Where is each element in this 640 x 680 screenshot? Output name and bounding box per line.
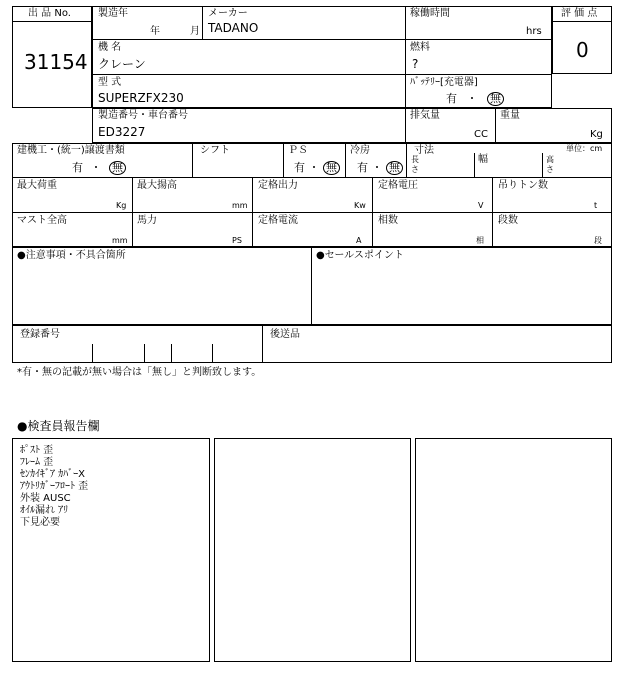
max-load-unit: Kg	[116, 201, 127, 210]
divider	[12, 212, 612, 213]
registration-box	[12, 325, 612, 363]
inspector-panel-2	[214, 438, 411, 662]
inspector-line: ｾﾝｶｲｷﾞｱ ｶﾊﾞｰX	[20, 469, 86, 480]
ps-no-circled: 無	[323, 161, 340, 175]
inspector-line: ﾎﾟｽﾄ 歪	[20, 445, 54, 456]
horsepower-unit: PS	[232, 236, 242, 245]
dimensions-label: 寸法	[414, 145, 434, 156]
divider	[283, 143, 284, 177]
divider	[132, 177, 133, 247]
horsepower-label: 馬力	[137, 215, 157, 226]
inspector-line: ｵｲﾙ漏れ ｱﾘ	[20, 505, 69, 516]
divider	[405, 108, 406, 143]
fuel-label: 燃料	[410, 42, 430, 53]
hoist-tonnage-unit: t	[594, 201, 598, 210]
phases-unit: 相	[476, 236, 484, 245]
month-unit: 月	[190, 26, 200, 37]
displacement-unit: CC	[474, 129, 488, 140]
divider	[212, 344, 213, 363]
divider	[12, 177, 612, 178]
model-name-label: 機 名	[98, 42, 122, 53]
inspector-panel-3	[415, 438, 612, 662]
operating-hours-label: 稼働時間	[410, 8, 450, 19]
maker-value: TADANO	[208, 21, 259, 35]
divider	[171, 344, 172, 363]
inspector-lines	[20, 445, 88, 529]
deferred-items-label: 後送品	[270, 329, 300, 340]
divider	[144, 344, 145, 363]
inspector-line: 外装 AUSC	[20, 493, 71, 504]
battery-label: ﾊﾞｯﾃﾘｰ[充電器]	[410, 77, 478, 88]
transfer-doc-options	[72, 161, 126, 175]
rated-current-unit: A	[356, 236, 362, 245]
battery-no-circled: 無	[487, 92, 504, 106]
serial-label: 製造番号・車台番号	[98, 110, 188, 121]
cooling-dot: ・	[371, 161, 383, 174]
displacement-label: 排気量	[410, 110, 440, 121]
weight-unit: Kg	[590, 129, 603, 140]
inspector-line: ｱｳﾄﾘｶﾞｰﾌﾛｰﾄ 歪	[20, 481, 89, 492]
transfer-doc-no-circled: 無	[109, 161, 126, 175]
divider	[474, 153, 475, 177]
divider	[345, 143, 346, 177]
operating-hours-unit: hrs	[526, 26, 542, 37]
battery-yes: 有	[446, 92, 457, 105]
divider	[92, 39, 552, 40]
max-lift-unit: mm	[232, 201, 248, 210]
serial-value: ED3227	[98, 125, 146, 139]
divider	[92, 74, 552, 75]
year-unit: 年	[150, 26, 160, 37]
dimensions-length: 長さ	[411, 155, 419, 174]
divider	[372, 177, 373, 247]
model-type-label: 型 式	[98, 77, 122, 88]
registration-label: 登録番号	[20, 329, 60, 340]
caution-label: ●注意事項・不具合箇所	[17, 250, 126, 261]
model-type-value: SUPERZFX230	[98, 91, 184, 105]
divider	[202, 6, 203, 39]
sales-point-label: ●セールスポイント	[316, 250, 404, 261]
phases-label: 相数	[378, 215, 398, 226]
model-name-value: クレーン	[98, 57, 146, 71]
rating-label: 評 価 点	[561, 8, 598, 19]
battery-options	[446, 92, 504, 106]
divider	[252, 177, 253, 247]
ps-options	[294, 161, 340, 175]
rated-output-label: 定格出力	[258, 180, 298, 191]
inspector-line: ﾌﾚｰﾑ 歪	[20, 457, 54, 468]
shift-label: シフト	[200, 145, 230, 156]
divider	[311, 247, 312, 325]
rated-voltage-label: 定格電圧	[378, 180, 418, 191]
inspector-title: ●検査員報告欄	[17, 419, 100, 433]
stages-unit: 段	[594, 236, 602, 245]
weight-label: 重量	[500, 110, 520, 121]
maker-label: メーカー	[208, 8, 248, 19]
divider	[192, 143, 193, 177]
dimensions-height: 高さ	[546, 155, 554, 174]
fuel-value: ?	[412, 57, 419, 71]
stages-label: 段数	[498, 215, 518, 226]
footnote: *有・無の記載が無い場合は「無し」と判断致します。	[17, 367, 262, 378]
rated-voltage-unit: V	[478, 201, 484, 210]
ps-label: ＰＳ	[288, 145, 308, 156]
manufacture-year-label: 製造年	[98, 8, 128, 19]
divider	[405, 6, 406, 108]
cooling-label: 冷房	[350, 145, 370, 156]
transfer-doc-yes: 有	[72, 161, 83, 174]
max-lift-label: 最大揚高	[137, 180, 177, 191]
divider	[495, 108, 496, 143]
battery-dot: ・	[466, 92, 478, 105]
spec-table	[12, 143, 612, 247]
divider	[262, 325, 263, 363]
cooling-no-circled: 無	[386, 161, 403, 175]
cooling-yes: 有	[357, 161, 368, 174]
transfer-doc-dot: ・	[90, 161, 102, 174]
mast-height-label: マスト全高	[17, 215, 67, 226]
cooling-options	[357, 161, 403, 175]
transfer-doc-label: 建機工・(統一)譲渡書類	[17, 145, 125, 156]
dimensions-width: 幅	[478, 154, 488, 165]
mast-height-unit: mm	[112, 236, 128, 245]
lot-label: 出 品 No.	[28, 8, 71, 19]
rating-value: 0	[576, 38, 589, 62]
hoist-tonnage-label: 吊りトン数	[498, 180, 548, 191]
ps-dot: ・	[308, 161, 320, 174]
ps-yes: 有	[294, 161, 305, 174]
inspector-line: 下見必要	[20, 517, 60, 528]
lot-number: 31154	[24, 50, 88, 74]
dimensions-unit: 単位：cm	[566, 144, 603, 153]
divider	[406, 143, 407, 177]
rated-current-label: 定格電流	[258, 215, 298, 226]
divider	[492, 177, 493, 247]
max-load-label: 最大荷重	[17, 180, 57, 191]
rated-output-unit: Kw	[354, 201, 366, 210]
divider	[92, 344, 93, 363]
divider	[542, 153, 543, 177]
